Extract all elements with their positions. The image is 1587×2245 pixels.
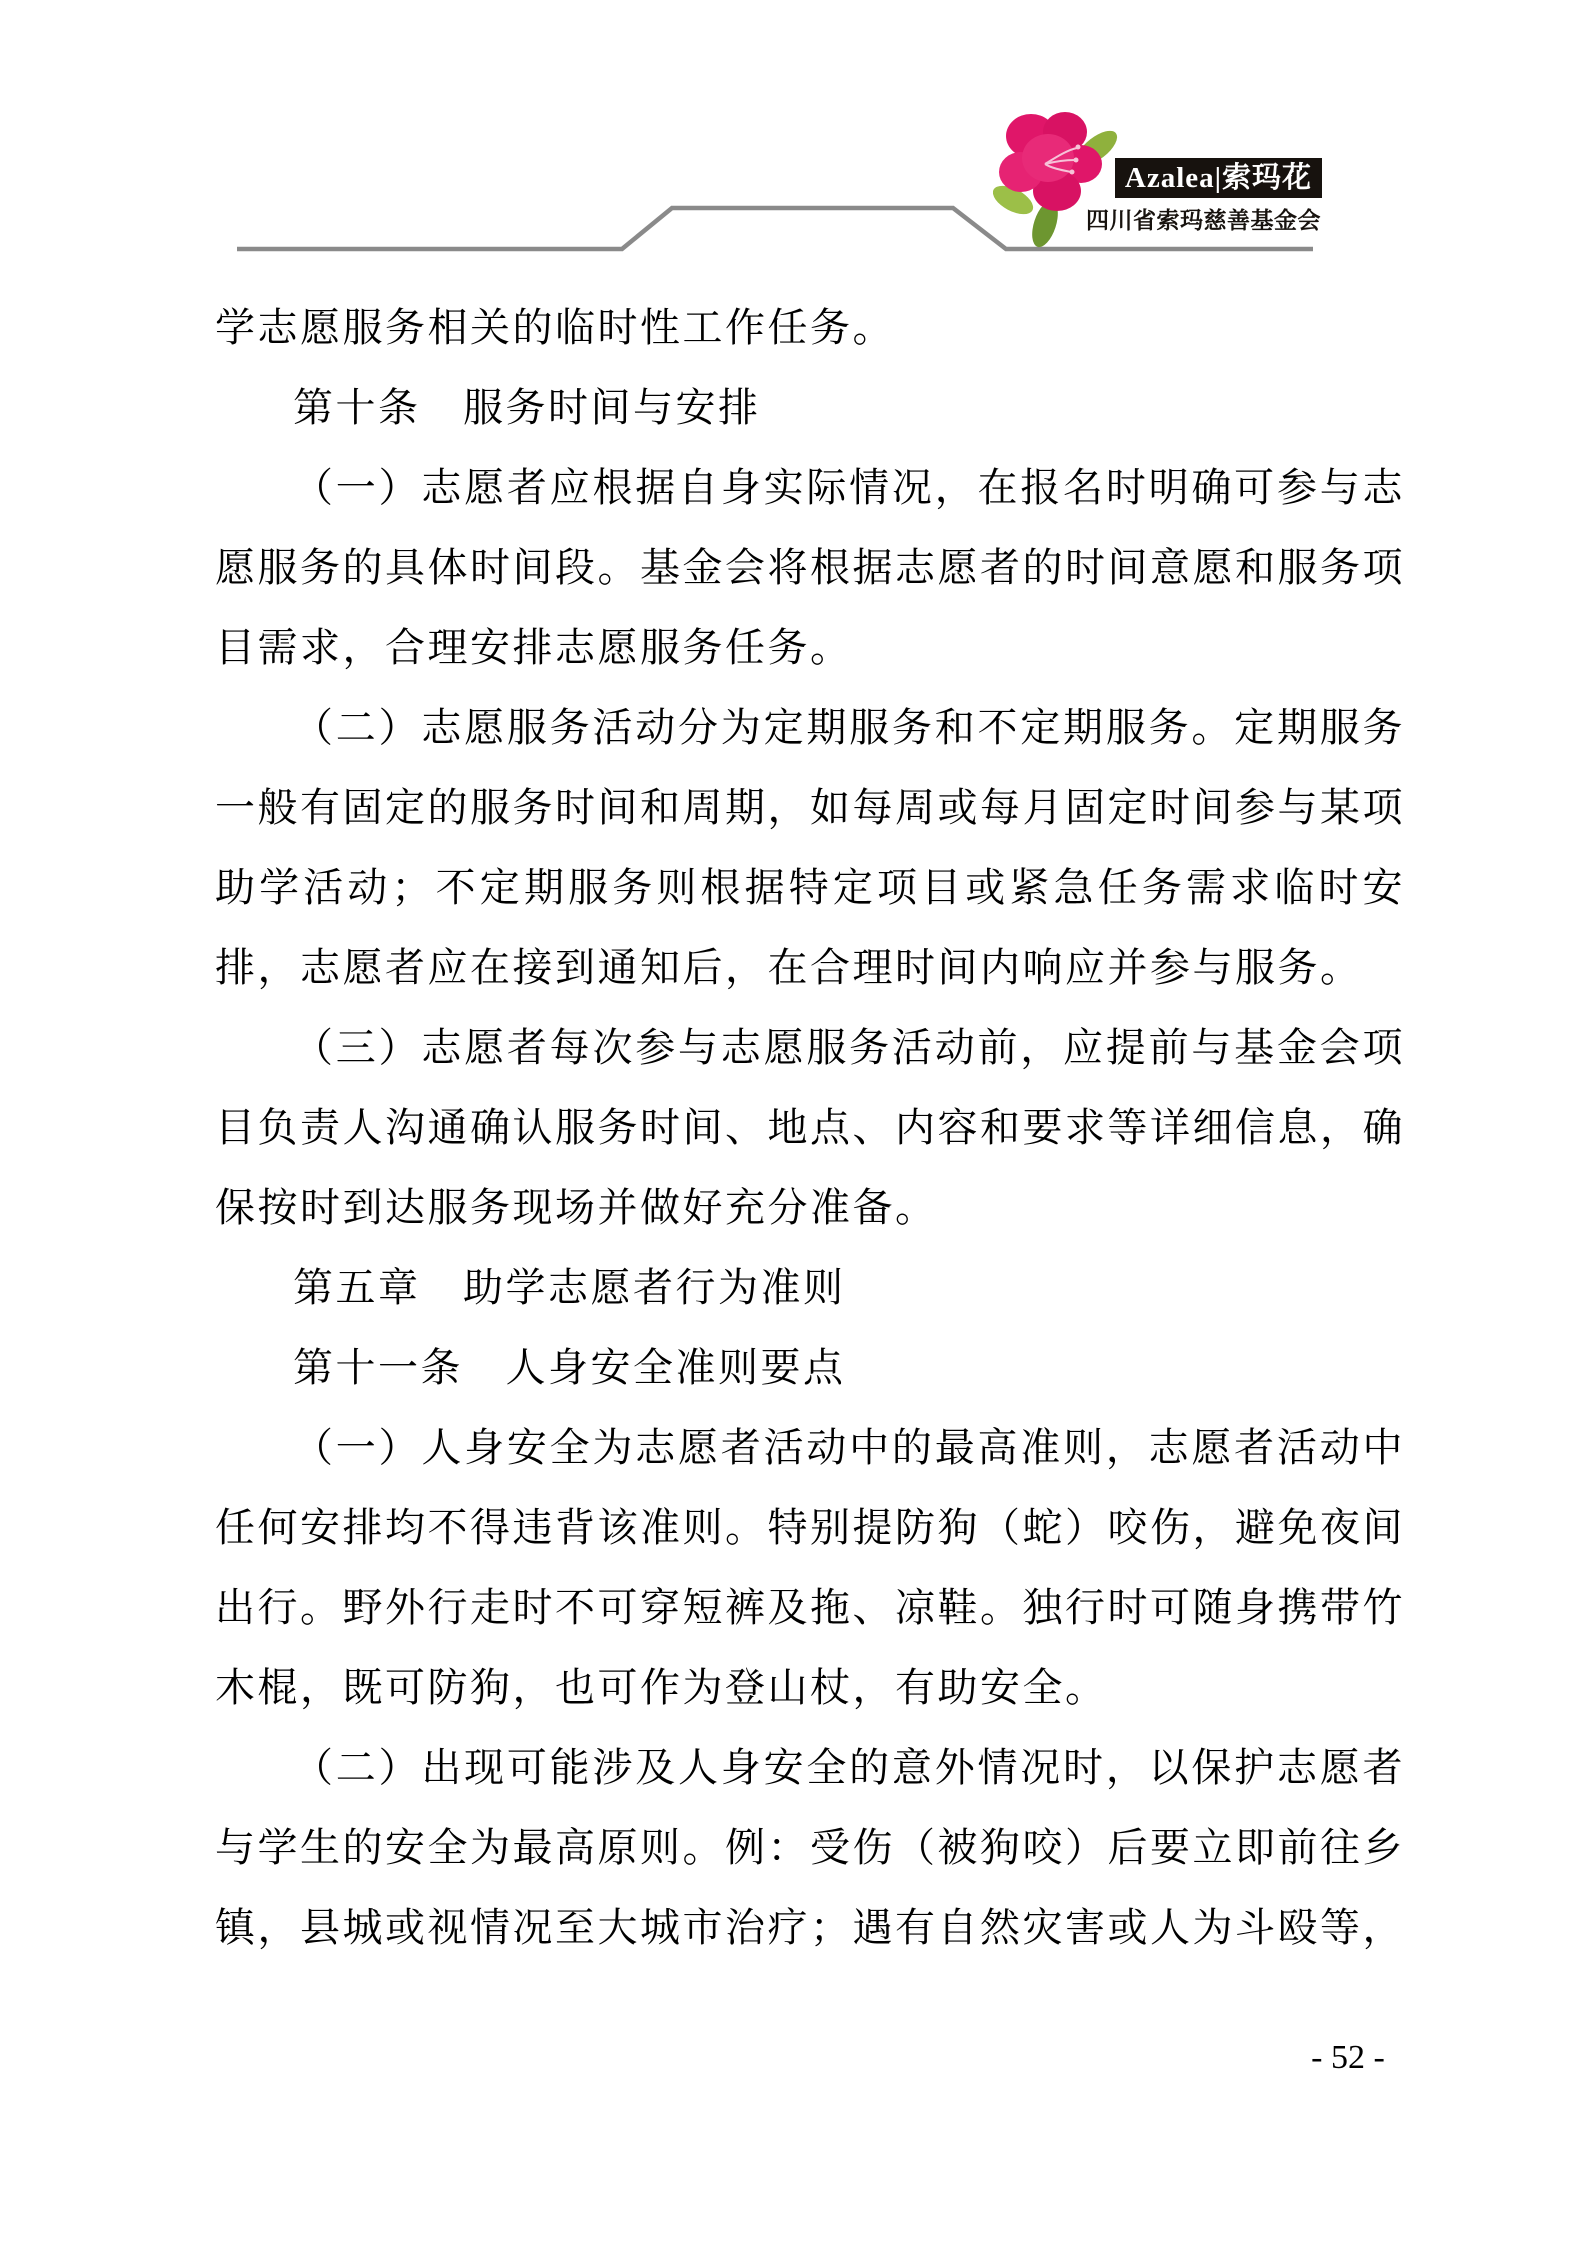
text-line: 保按时到达服务现场并做好充分准备。 <box>215 1185 938 1230</box>
azalea-flower-icon <box>993 98 1121 248</box>
stamen-tip <box>1076 145 1081 150</box>
text-line: 学志愿服务相关的临时性工作任务。 <box>215 305 895 350</box>
text-line: （三）志愿者每次参与志愿服务活动前，应提前与基金会项 <box>293 1025 1405 1070</box>
text-line: （一）志愿者应根据自身实际情况，在报名时明确可参与志 <box>293 465 1405 510</box>
stamen-tip <box>1070 170 1075 175</box>
logo-brand-text: Azalea|索玛花 <box>1124 162 1313 194</box>
text-line: 任何安排均不得违背该准则。特别提防狗（蛇）咬伤，避免夜间 <box>215 1505 1405 1550</box>
text-line: （二）志愿服务活动分为定期服务和不定期服务。定期服务 <box>293 705 1405 750</box>
text-line: （一）人身安全为志愿者活动中的最高准则，志愿者活动中 <box>293 1425 1405 1470</box>
text-line: 一般有固定的服务时间和周期，如每周或每月固定时间参与某项 <box>215 785 1405 830</box>
text-line: 出行。野外行走时不可穿短裤及拖、凉鞋。独行时可随身携带竹 <box>215 1585 1405 1630</box>
text-line-article-heading: 第十条 服务时间与安排 <box>293 385 761 430</box>
text-line: （二）出现可能涉及人身安全的意外情况时，以保护志愿者 <box>293 1745 1405 1790</box>
header-divider-line <box>0 0 1587 300</box>
text-line-chapter-heading: 第五章 助学志愿者行为准则 <box>293 1265 846 1310</box>
text-line: 镇，县城或视情况至大城市治疗；遇有自然灾害或人为斗殴等， <box>215 1905 1405 1950</box>
text-line: 目负责人沟通确认服务时间、地点、内容和要求等详细信息，确 <box>215 1105 1405 1150</box>
foundation-logo <box>985 82 1330 262</box>
text-line: 助学活动；不定期服务则根据特定项目或紧急任务需求临时安 <box>215 865 1405 910</box>
page-number: - 52 - <box>1311 2039 1385 2076</box>
logo-brand-bar <box>1115 158 1322 198</box>
text-line: 木棍，既可防狗，也可作为登山杖，有助安全。 <box>215 1665 1108 1710</box>
text-line: 目需求，合理安排志愿服务任务。 <box>215 625 853 670</box>
document-body <box>215 288 1405 1968</box>
text-line: 愿服务的具体时间段。基金会将根据志愿者的时间意愿和服务项 <box>215 545 1405 590</box>
stamen-tip <box>1074 158 1079 163</box>
logo-subtitle: 四川省索玛慈善基金会 <box>1086 208 1321 233</box>
text-line-article-heading: 第十一条 人身安全准则要点 <box>293 1345 846 1390</box>
text-line: 与学生的安全为最高原则。例：受伤（被狗咬）后要立即前往乡 <box>215 1825 1405 1870</box>
text-line: 排，志愿者应在接到通知后，在合理时间内响应并参与服务。 <box>215 945 1363 990</box>
